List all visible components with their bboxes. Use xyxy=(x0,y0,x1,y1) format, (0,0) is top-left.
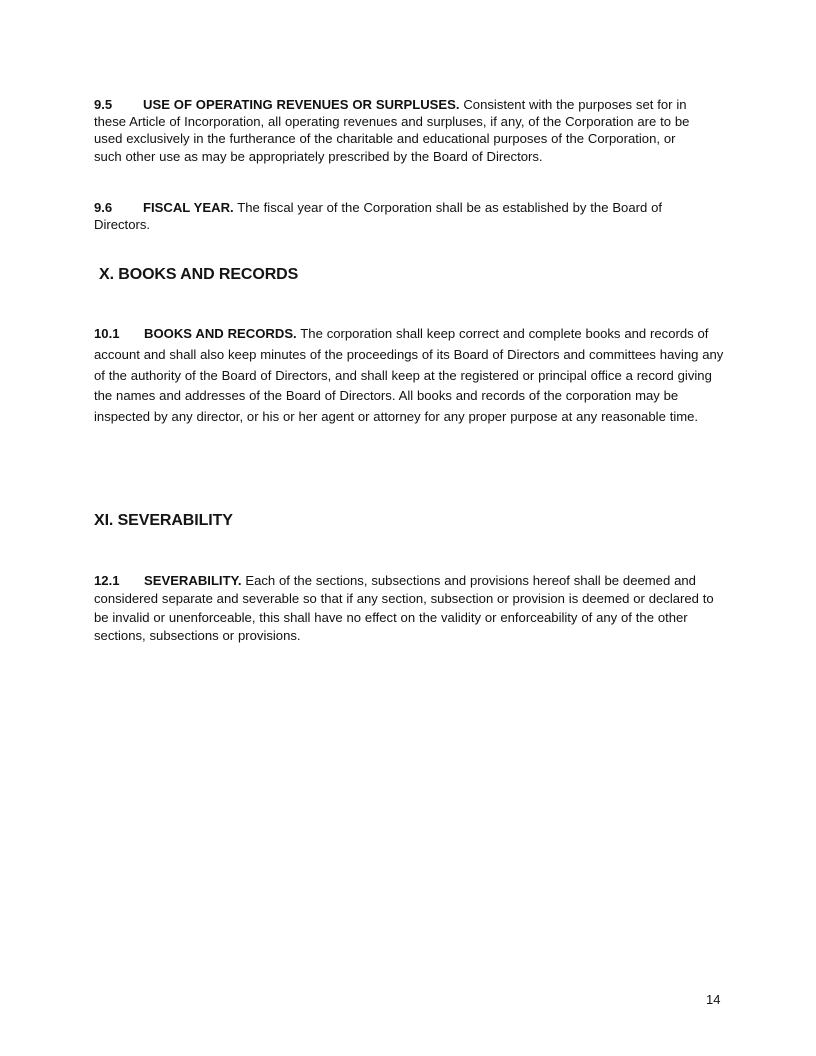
section-text: The corporation shall keep correct and complete books and records of account and shall also keep minutes of the proceedings of its Board of Directors and committees having any of the authority of the Board of Directors, and shall keep at the registered or principal office a record giving the names and addresses of the Board of Directors. All books and records of the corporation may be inspected by any director, or his or her agent or attorney for any proper purpose at any reasonable time. xyxy=(94,326,724,425)
section-9-5-paragraph xyxy=(94,96,706,165)
section-text: The fiscal year of the Corporation shall be as established by the Board of Directors. xyxy=(94,200,663,233)
section-10-1-paragraph xyxy=(94,324,729,428)
section-title: SEVERABILITY. xyxy=(144,573,242,588)
section-title: BOOKS AND RECORDS. xyxy=(144,326,297,341)
heading-severability: XI. SEVERABILITY xyxy=(94,512,233,529)
section-number: 10.1 xyxy=(94,326,120,341)
section-number: 12.1 xyxy=(94,573,120,588)
section-text: Each of the sections, subsections and provisions hereof shall be deemed and considered separate and severable so that if any section, subsection or provision is deemed or declared to be invalid or unenforceable, this shall have no effect on the validity or enforceability of any of the other sections, subsections or provisions. xyxy=(94,573,714,643)
section-title: FISCAL YEAR. xyxy=(143,200,234,215)
section-text: Consistent with the purposes set for in these Article of Incorporation, all operating revenues and surpluses, if any, of the Corporation are to be used exclusively in the furtherance of the charitable and educational purposes of the Corporation, or such other use as may be appropriately prescribed by the Board of Directors. xyxy=(94,97,690,164)
section-12-1-paragraph xyxy=(94,572,722,645)
section-title: USE OF OPERATING REVENUES OR SURPLUSES. xyxy=(143,97,460,112)
page-number: 14 xyxy=(706,992,721,1007)
section-number: 9.6 xyxy=(94,200,113,215)
heading-books-and-records: X. BOOKS AND RECORDS xyxy=(99,266,299,283)
section-number: 9.5 xyxy=(94,97,113,112)
section-9-6-paragraph xyxy=(94,199,706,233)
